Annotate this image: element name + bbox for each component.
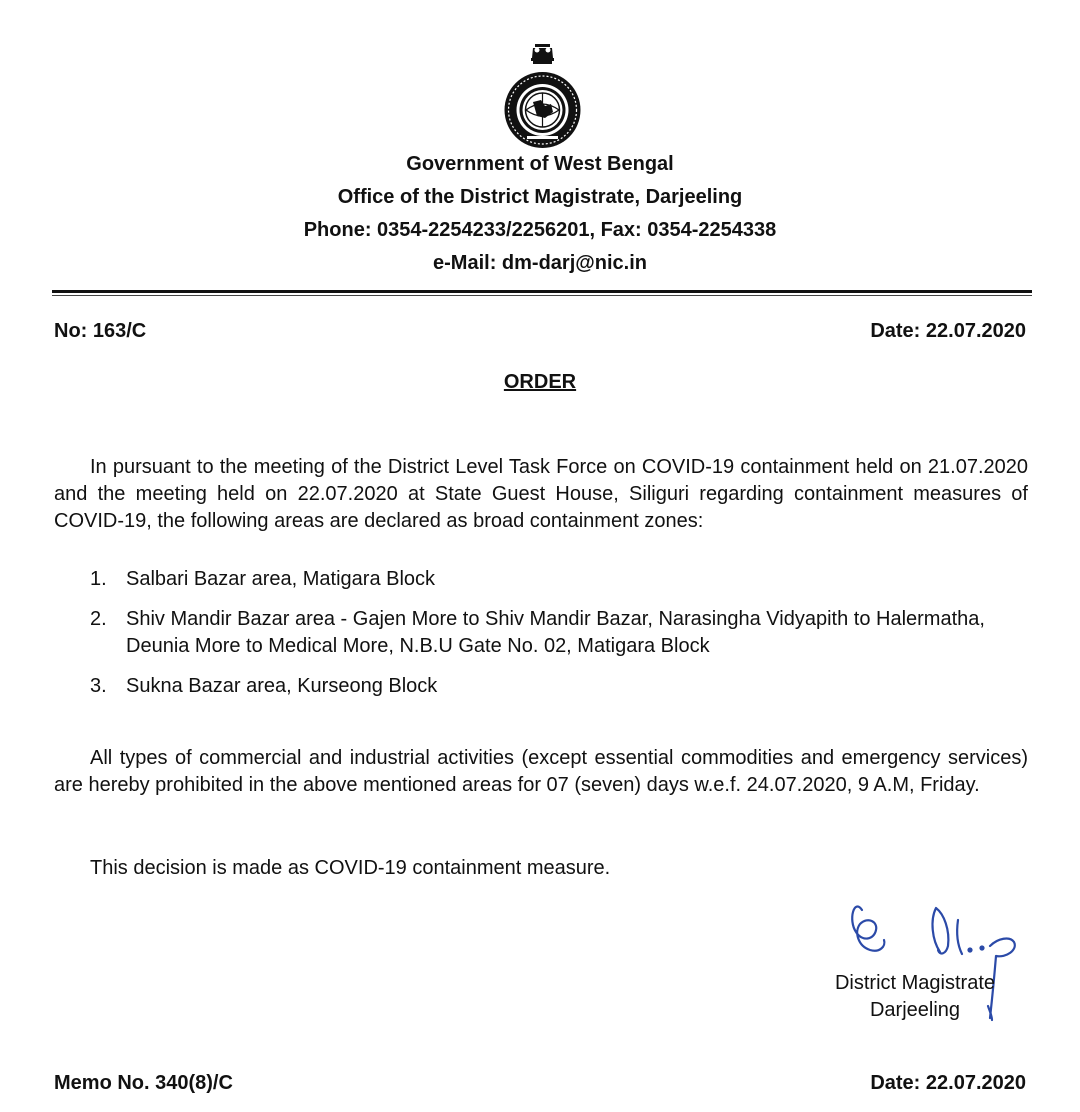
decision-paragraph: This decision is made as COVID-19 containment measure. <box>90 857 611 879</box>
list-item <box>54 566 1028 593</box>
list-item-text: Sukna Bazar area, Kurseong Block <box>126 675 438 697</box>
order-number: No: 163/C <box>54 320 147 342</box>
list-item-number: 2. <box>90 608 107 630</box>
list-item-number: 1. <box>90 568 107 590</box>
list-item <box>54 673 1028 700</box>
order-date: Date: 22.07.2020 <box>870 320 1026 342</box>
header-divider-thin <box>52 295 1032 296</box>
letterhead-government: Government of West Bengal <box>406 153 674 175</box>
containment-zone-list <box>54 566 1028 700</box>
order-intro-paragraph: In pursuant to the meeting of the District Level Task Force on COVID-19 containment held on 21.07.2020 and the meeting held on 22.07.2020 at State Guest House, Siliguri regarding containment measures of COVID-19, the following areas are declared as broad containment zones: <box>54 456 1028 532</box>
list-item-number: 3. <box>90 675 107 697</box>
order-title: ORDER <box>503 371 577 393</box>
prohibition-paragraph: All types of commercial and industrial activities (except essential commodities and emergency services) are hereby prohibited in the above mentioned areas for 07 (seven) days w.e.f. 24.07.2020, 9 A.M, Friday. <box>54 747 1028 796</box>
west-bengal-emblem-icon <box>495 40 590 155</box>
signatory-place: Darjeeling <box>869 999 961 1021</box>
list-item-text: Shiv Mandir Bazar area - Gajen More to Shiv Mandir Bazar, Narasingha Vidyapith to Halermatha, Deunia More to Medical More, N.B.U Gate No. 02, Matigara Block <box>126 608 985 657</box>
signatory-block <box>815 970 1015 1024</box>
header-divider <box>52 290 1032 293</box>
letterhead-phone-fax: Phone: 0354-2254233/2256201, Fax: 0354-2254338 <box>303 219 777 241</box>
list-item <box>54 606 1028 660</box>
letterhead <box>0 148 1080 280</box>
letterhead-office: Office of the District Magistrate, Darjeeling <box>337 186 743 208</box>
memo-number: Memo No. 340(8)/C <box>54 1072 233 1094</box>
signatory-title: District Magistrate <box>834 972 996 994</box>
list-item-text: Salbari Bazar area, Matigara Block <box>126 568 436 590</box>
memo-date: Date: 22.07.2020 <box>870 1072 1026 1094</box>
letterhead-email: e-Mail: dm-darj@nic.in <box>433 252 647 274</box>
